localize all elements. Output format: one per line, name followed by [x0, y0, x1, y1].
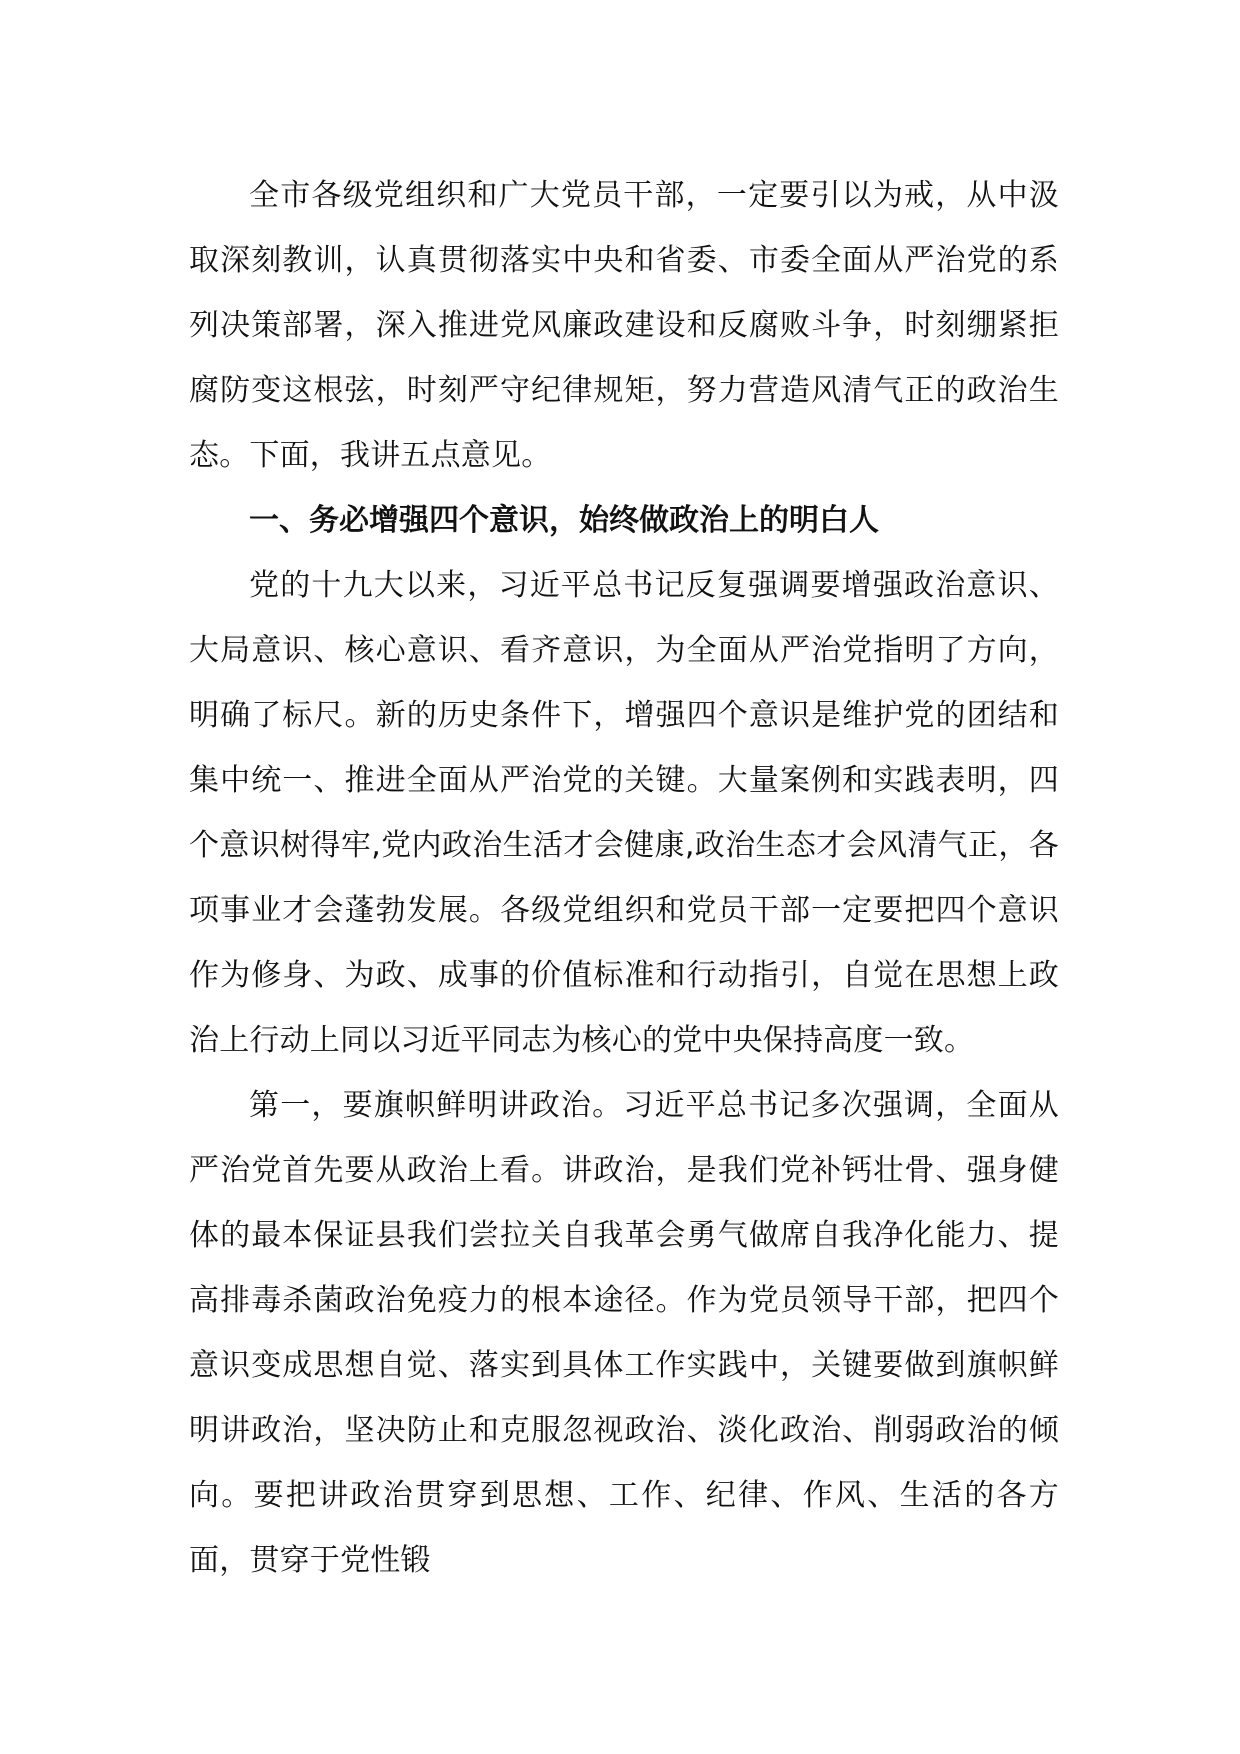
paragraph-intro: 全市各级党组织和广大党员干部，一定要引以为戒，从中汲取深刻教训，认真贯彻落实中央和省委、市委全面从严治党的系列决策部署，深入推进党风廉政建设和反腐败斗争，时刻绷紧拒腐防变这根弦，时刻严守纪律规矩，努力营造风清气正的政治生态。下面，我讲五点意见。: [189, 178, 1059, 473]
section-heading-1: 一、务必增强四个意识，始终做政治上的明白人: [249, 503, 879, 538]
document-body: [189, 163, 1059, 1593]
paragraph-four-consciousness: 党的十九大以来，习近平总书记反复强调要增强政治意识、大局意识、核心意识、看齐意识，为全面从严治党指明了方向，明确了标尺。新的历史条件下，增强四个意识是维护党的团结和集中统一、推进全面从严治党的关键。大量案例和实践表明，四个意识树得牢,党内政治生活才会健康,政治生态才会风清气正，各项事业才会蓬勃发展。各级党组织和党员干部一定要把四个意识作为修身、为政、成事的价值标准和行动指引，自觉在思想上政治上行动上同以习近平同志为核心的党中央保持高度一致。: [189, 568, 1059, 1058]
paragraph-first-point: 第一，要旗帜鲜明讲政治。习近平总书记多次强调，全面从严治党首先要从政治上看。讲政治，是我们党补钙壮骨、强身健体的最本保证县我们尝拉关自我革会勇气做席自我净化能力、提高排毒杀菌政治免疫力的根本途径。作为党员领导干部，把四个意识变成思想自觉、落实到具体工作实践中，关键要做到旗帜鲜明讲政治，坚决防止和克服忽视政治、淡化政治、削弱政治的倾向。要把讲政治贯穿到思想、工作、纪律、作风、生活的各方面，贯穿于党性锻: [189, 1088, 1059, 1578]
